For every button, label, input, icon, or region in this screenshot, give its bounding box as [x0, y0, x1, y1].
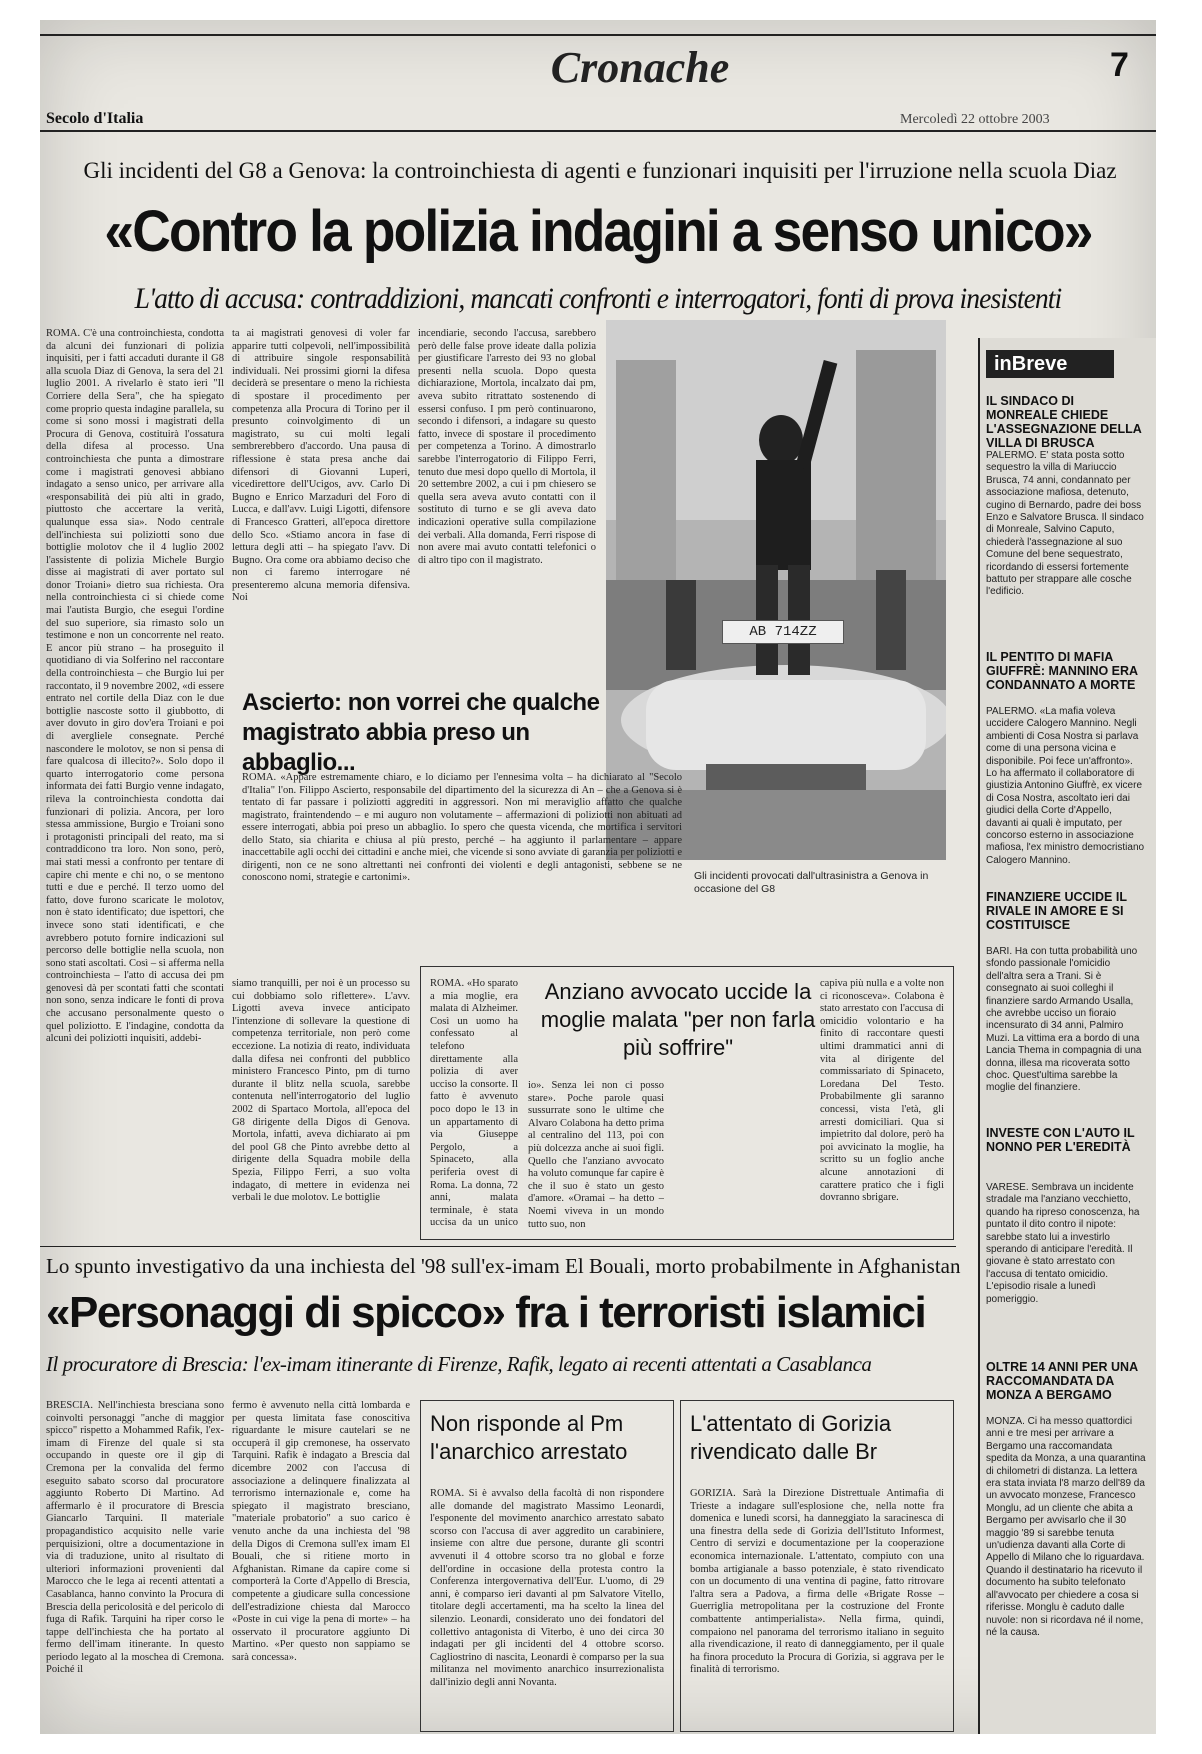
breve-item-2-text: PALERMO. «La mafia voleva uccidere Calogero Mannino. Negli ambienti di Cosa Nostra si parlava come di una persona vicina e disponibile. Poi fece un'affronto». Lo ha affermato il collaboratore di giustizia Antonino Giuffrè, ex vicere di Cosa Nostra, ascoltato ieri dai giudici della Corte d'Appello, davanti ai quali è imputato, per concorso esterno in associazione mafiosa, l'ex ministro democristiano Calogero Mannino. [986, 706, 1145, 866]
dateline: Mercoledì 22 ottobre 2003 [900, 112, 1050, 127]
header-rule [40, 130, 1156, 132]
second-story-column-1: BRESCIA. Nell'inchiesta bresciana sono coinvolti personaggi "anche di maggior spicco" rispetto a Mohammed Rafik, l'ex-imam di Firenze del quale si sta occupando in queste ore il gip di Cremona per la convalida del fermo eseguito sabato scorso dal procuratore aggiunto Roberto Di Martino. Ad affermarlo è il procuratore di Brescia Giancarlo Tarquini. Il materiale propagandistico acquisito nelle varie perquisizioni, oltre a documentazione in via di traduzione, unito al risultato di ulteriori informazioni provenienti dal Marocco che le lega ai recenti attentati a Casablanca, hanno convinto la Procura di Brescia della pericolosità e del pericolo di fuga di Rafik. Tarquini ha riper corso le tappe dell'inchiesta che ha portato al fermo dell'imam itinerante. In questo periodo legato al la moschea di Cremona. Poiché il [46, 1400, 224, 1676]
gorizia-text: GORIZIA. Sarà la Direzione Distrettuale Antimafia di Trieste a indagare sull'esplosione che, nella notte fra domenica e lunedì scorsi, ha danneggiato la saracinesca di una finestra della sede di Gorizia dell'Istituto Informest, Centro di servizi e documentazione per la cooperazione economica internazionale. L'attentato, compiuto con una bomba artigianale a basso potenziale, è stato rivendicato con un documento di una ventina di pagine, fatto ritrovare l'altra sera a Padova, a firma delle «Brigate Rosse – Guerriglia metropolitana per la costruzione del Fronte combattente antimperialista». Nella firma, quindi, compaiono nel panorama del terrorismo italiano in seguito alla rivendicazione, il reato di danneggiamento, per il quale ha finora proceduto la Procura di Gorizia, si aggrava per le finalità di terrorismo. [690, 1488, 944, 1676]
second-story-subhead: Il procuratore di Brescia: l'ex-imam itinerante di Firenze, Rafik, legato ai recenti attentati a Casablanca [46, 1352, 872, 1376]
avvocato-text-middle: io». Senza lei non ci posso stare». Poche parole quasi sussurrate sono le ultime che Alvaro Colabona ha detto prima al centralino del 113, poi con più dolcezza anche ai suoi figli. Quello che l'anziano avvocato ha voluto comunque far capire è che il suo è stato un gesto d'amore. «Oramai – ha detto – Noemi viveva in un mondo tutto suo, non [528, 1080, 664, 1230]
breve-item-4-text: VARESE. Sembrava un incidente stradale ma l'anziano vecchietto, quando ha ripreso conoscenza, ha puntato il dito contro il nipote: sarebbe stato lui a investirlo sperando di anticipare l'eredità. Il giovane è stato arrestato con l'accusa di tentato omicidio. L'episodio risale a lunedì pomeriggio. [986, 1182, 1140, 1305]
breve-item-1-text: PALERMO. E' stata posta sotto sequestro la villa di Mariuccio Brusca, 74 anni, condannato per associazione mafiosa, detenuto, cugino di Bernardo, padre dei boss Enzo e Salvatore Brusca. Il sindaco di Monreale, Salvino Caputo, chiederà l'assegnazione al suo Comune del bene sequestrato, ricordando di essersi fortemente battuto per strappare alle cosche l'edificio. [986, 450, 1144, 598]
masthead: Secolo d'Italia [46, 110, 144, 127]
ascierto-text: ROMA. «Appare estremamente chiaro, e lo diciamo per l'ennesima volta – ha dichiarato al "Secolo d'Italia" l'on. Filippo Ascierto, responsabile del dipartimento del la sicurezza di An – che a Genova si è tentato di far passare i poliziotti aggrediti in aggressori. Non mi meraviglio affatto che qualche magistrato, fraintendendo – e mi auguro non volutamente – affermazioni di poliziotti non abituati ad essere interrogati, abbia poi preso un abbaglio. Io spero che questa vicenda, che mortifica i servitori dello Stato, sia chiarita e chiusa al più presto, perché – ha aggiunto il parlamentare – appare inaccettabile agli occhi dei cittadini e anche miei, che vicende si sono avviate di garanzia per poliziotti e dirigenti, non ce ne sono altrettanti nei confronti dei violenti e degli antagonisti, sebbene se ne conoscono nomi, strategie e cartonimi». [242, 772, 682, 883]
gorizia-headline: L'attentato di Gorizia rivendicato dalle Br [690, 1411, 892, 1464]
ascierto-headline: Ascierto: non vorrei che qualche magistrato abbia preso un abbaglio... [242, 689, 600, 776]
breve-item-5-text: MONZA. Ci ha messo quattordici anni e tre mesi per arrivare a Bergamo una raccomandata spedita da Monza, a una quarantina di chilometri di distanza. La lettera era stata inviata l'8 marzo dell'89 da un avvocato monzese, Francesco Monglu, ad un cliente che abita a Bergamo per avvisarlo che il 30 maggio '89 si sarebbe tenuta un'udienza davanti alla Corte di Appello di Milano che lo riguardava. Quando il destinatario ha ricevuto il documento ha subito telefonato all'avvocato per chiedere a cosa si riferisse. Monglu è caduto dalle nuvole: non si ricordava né il nome, né la causa. [986, 1416, 1146, 1638]
top-rule [40, 34, 1156, 36]
top-story-subhead: L'atto di accusa: contraddizioni, mancati confronti e interrogatori, fonti di prova inesistenti [134, 282, 1062, 315]
breve-item-5-title: OLTRE 14 ANNI PER UNA RACCOMANDATA DA MONZA A BERGAMO [986, 1360, 1138, 1402]
top-story-headline: «Contro la polizia indagini a senso unico» [104, 199, 1092, 264]
top-story-column-2: ta ai magistrati genovesi di voler far apparire tutti colpevoli, nell'impossibilità di attribuire singole responsabilità individuali. Nei prossimi giorni la difesa deciderà se presentare o meno la richiesta di spostare il procedimento per competenza alla Procura di Torino per il presunto coinvolgimento di un magistrato, su cui molti legali sembrerebbero d'accordo. Una pausa di riflessione è stata presa anche dai difensori di Giovanni Luperi, vicedirettore dell'Ucigos, avv. Carlo Di Bugno e Enrico Marzaduri del Foro di Lucca, e dall'avv. Luigi Ligotti, difensore di Francesco Gratteri, all'epoca direttore dello Sco. «Stiamo ancora in fase di lettura degli atti – ha spiegato l'avv. Di Bugno. Ora come ora abbiamo deciso che non ci faremo interrogare né presenteremo alcuna memoria difensiva. Noi [232, 328, 410, 604]
avvocato-text-middle-2 [674, 1080, 810, 1230]
breve-item-3-text: BARI. Ha con tutta probabilità uno sfondo passionale l'omicidio dell'altra sera a Trani. Si è consegnato ai suoi colleghi il finanziere sardo Armando Usalla, che avrebbe ucciso un fioraio incensurato di 34 anni, Palmiro Muzi. La vittima era a bordo di una Lancia Thema in compagnia di una donna, illesa ma ricoverata sotto choc. Quest'ultima sarebbe la moglie del finanziere. [986, 946, 1142, 1094]
breve-item-3-title: FINANZIERE UCCIDE IL RIVALE IN AMORE E SI COSTITUISCE [986, 890, 1127, 932]
anarchico-text: ROMA. Si è avvalso della facoltà di non rispondere alle domande del magistrato Massimo Leonardi, l'esponente del movimento anarchico arrestato sabato scorso con l'accusa di aver aggredito un carabiniere, insieme con altre due persone, durante gli scontri avvenuti il 4 ottobre scorso tra no global e forze dell'ordine in occasione della protesta contro la Conferenza intergovernativa dell'Eur. L'uomo, di 29 anni, è comparso ieri davanti al pm Salvatore Vitello, titolare degli accertamenti, ma ha scelto la linea del silenzio. Leonardi, considerato uno dei fondatori del collettivo antagonista di Viterbo, è uno dei circa 30 indagati per gli incidenti del 4 ottobre scorso. Cagliostrino di nascita, Leonardi è comparso per la sua militanza nel movimento anarchico insurrezionalista dall'inizio degli anni Novanta. [430, 1488, 664, 1688]
avvocato-text-left: ROMA. «Ho sparato a mia moglie, era malata di Alzheimer. Così un uomo ha confessato al telefono direttamente alla polizia di aver ucciso la consorte. Il fatto è avvenuto poco dopo le 13 in un appartamento di via Giuseppe Pergolo, a Spinaceto, alla periferia ovest di Roma. La donna, 72 anni, malata terminale, è stata uccisa da un unico [430, 978, 518, 1229]
page-number: 7 [1110, 46, 1129, 84]
breve-item-1-title: IL SINDACO DI MONREALE CHIEDE L'ASSEGNAZIONE DELLA VILLA DI BRUSCA [986, 394, 1142, 450]
second-story-kicker: Lo spunto investigativo da una inchiesta del '98 sull'ex-imam El Bouali, morto probabilmente in Afghanistan [46, 1254, 961, 1278]
top-story-column-4: siamo tranquilli, per noi è un processo su cui dobbiamo solo riflettere». L'avv. Ligotti aveva invece anticipato l'intenzione di sollevare la questione di competenza territoriale, non però come eccezione. La notizia di reato, individuata dalla difesa nei confronti del pubblico ministero Francesco Pinto, pm di turno durante il blitz nella scuola, sarebbe contenuta nell'interrogatorio del luglio 2002 di Spartaco Mortola, all'epoca del G8 dirigente della Digos di Genova. Mortola, infatti, aveva dichiarato ai pm del pool G8 che Pinto avrebbe detto al dirigente della Squadra mobile della Spezia, Filippo Ferri, a suo volta indagato, di mettere in evidenza nei verbali le due molotov. Le bottiglie [232, 978, 410, 1204]
second-story-headline: «Personaggi di spicco» fra i terroristi islamici [46, 1288, 926, 1337]
in-breve-badge: inBreve [986, 350, 1114, 378]
top-story-column-3: incendiarie, secondo l'accusa, sarebbero però delle false prove ideate dalla polizia per giustificare l'arresto dei 93 no global presenti nella scuola. Dopo questa dichiarazione, Mortola, incalzato dai pm, aveva subito ritrattato sostenendo di essersi confuso. I pm però continuarono, secondo i difensori, a indagare su questo fatto, invece di spostare il procedimento per competenza a Torino. A dimostrarlo sarebbe l'interrogatorio di Filippo Ferri, tenuto due mesi dopo quello di Mortola, il 20 settembre 2002, a cui i pm chiesero se quella sera aveva avuto contatti con il sostituto di turno e se gli aveva dato indicazioni operative sulla compilazione dei verbali. Alla domanda, Ferri rispose di non avere mai avuto contatti telefonici o di altro tipo con il magistrato. [418, 328, 596, 566]
license-plate: AB 714ZZ [722, 620, 844, 644]
avvocato-headline: Anziano avvocato uccide la moglie malata "per non farla più soffrire" [540, 979, 816, 1060]
top-story-kicker: Gli incidenti del G8 a Genova: la controinchiesta di agenti e funzionari inquisiti per l'irruzione nella scuola Diaz [83, 158, 1117, 183]
section-title: Cronache [550, 43, 730, 92]
second-story-column-2: fermo è avvenuto nella città lombarda e per questa limitata fase conoscitiva riguardante le misure cautelari se ne occuperà il gip cremonese, ha osservato Tarquini. Rafik è indagato a Brescia dal dicembre 2002 con l'accusa di associazione a delinquere finalizzata al terrorismo internazionale e, come ha spiegato il magistrato bresciano, "materiale probatorio" a suo carico è venuto anche da una inchiesta del '98 della Digos di Cremona sull'ex imam El Bouali, che si ritiene morto in Afghanistan. Rimane da capire come si comporterà la Corte d'Appello di Brescia, competente a giudicare sulla concessione dell'estradizione chiesta dal Marocco «Poste in cui vige la pena di morte» – ha osservato il procuratore aggiunto Di Martino. «Per questo non sappiamo se sarà concessa». [232, 1400, 410, 1663]
avvocato-text-right: capiva più nulla e a volte non ci riconosceva». Colabona è stato arrestato con l'accusa di omicidio volontario e ha finito di raccontare questi ultimi drammatici anni di vita al dirigente del commissariato di Spinaceto, Loredana Del Testo. Probabilmente gli saranno concessi, vista l'età, gli arresti domiciliari. Qua si impietrito dal dolore, però ha poi avvicinato la moglie, ha scritto su un foglio anche alcune annotazioni di carattere pratico che i figli dovranno sbrigare. [820, 978, 944, 1204]
breve-item-2-title: IL PENTITO DI MAFIA GIUFFRÈ: MANNINO ERA CONDANNATO A MORTE [986, 650, 1138, 692]
breve-item-4-title: INVESTE CON L'AUTO IL NONNO PER L'EREDITÀ [986, 1126, 1135, 1154]
anarchico-headline: Non risponde al Pm l'anarchico arrestato [430, 1411, 628, 1464]
photo-caption: Gli incidenti provocati dall'ultrasinistra a Genova in occasione del G8 [694, 870, 929, 895]
section-divider [40, 1246, 956, 1247]
newspaper-sheet [40, 20, 1156, 1734]
top-story-column-1: ROMA. C'è una controinchiesta, condotta da alcuni dei funzionari di polizia inquisiti, per i fatti accaduti durante il G8 alla scuola Diaz di Genova, la sera del 21 luglio 2001. A rivelarlo è stato ieri "Il Corriere della Sera", che ha spiegato come proprio questa indagine parallela, su come si sono mossi i magistrati della Procura di Genova, costituirà l'ossatura della difesa al processo. Una controinchiesta che punta a dimostrare come i magistrati genovesi abbiano indagato a senso unico, per arrivare alla «responsabilità dei più alti in grado, piuttosto che accertare la verità, qualunque essa sia». Nodo centrale dell'inchiesta sui poliziotti sono due bottiglie molotov che il 4 luglio 2002 l'assistente di polizia Michele Burgio disse ai magistrati di aver portato sul donor Troiani» dietro sua richiesta. Ora nella controinchiesta ci si chiede come mai l'autista Burgio, che eseguì l'ordine del suo superiore, sia rimasto solo un testimone e non un concorrente nel reato. E ancor più strano – ha proseguito il quotidiano di via Solferino nel raccontare della controinchiesta – che Burgio lui per raccontato, il 9 novembre 2002, «di essere entrato nel cortile della Diaz con le due bottiglie nascoste sotto il giubbotto, di aver dovuto in giro dov'era Troiani e poi di avergliele consegnate. Perché nascondere le molotov, se non si pensa di fare qualcosa di illecito?». Solo dopo il quarto interrogatorio come persona informata dei fatti Burgio venne indagato, rileva la controinchiesta condotta dai funzionari di polizia. Ancora, per loro stessa ammissione, Burgio e Troiani sono i protagonisti principali del reato, ma si contraddicono tra loro. Non sono, però, mai stati messi a confronto per tentare di capire chi mente e chi no, o se mentono tutti e due e perché. Il terzo uomo del fatto, dove furono scaricate le molotov, non è stato identificato; due ispettori, che invece sono stati identificati, e che avrebbero potuto fornire indicazioni sul percorso delle bottiglie nella scuola, non sono stati ascoltati. Così – si afferma nella controinchiesta – l'atto di accusa dei pm genovesi dà per scontati fatti che scontati non sono, senza indicare le fonti di prova che accusano personalmente questo o quel poliziotto. E l'indagine, condotta da alcuni dei poliziotti inquisiti, addebi- [46, 328, 224, 1045]
